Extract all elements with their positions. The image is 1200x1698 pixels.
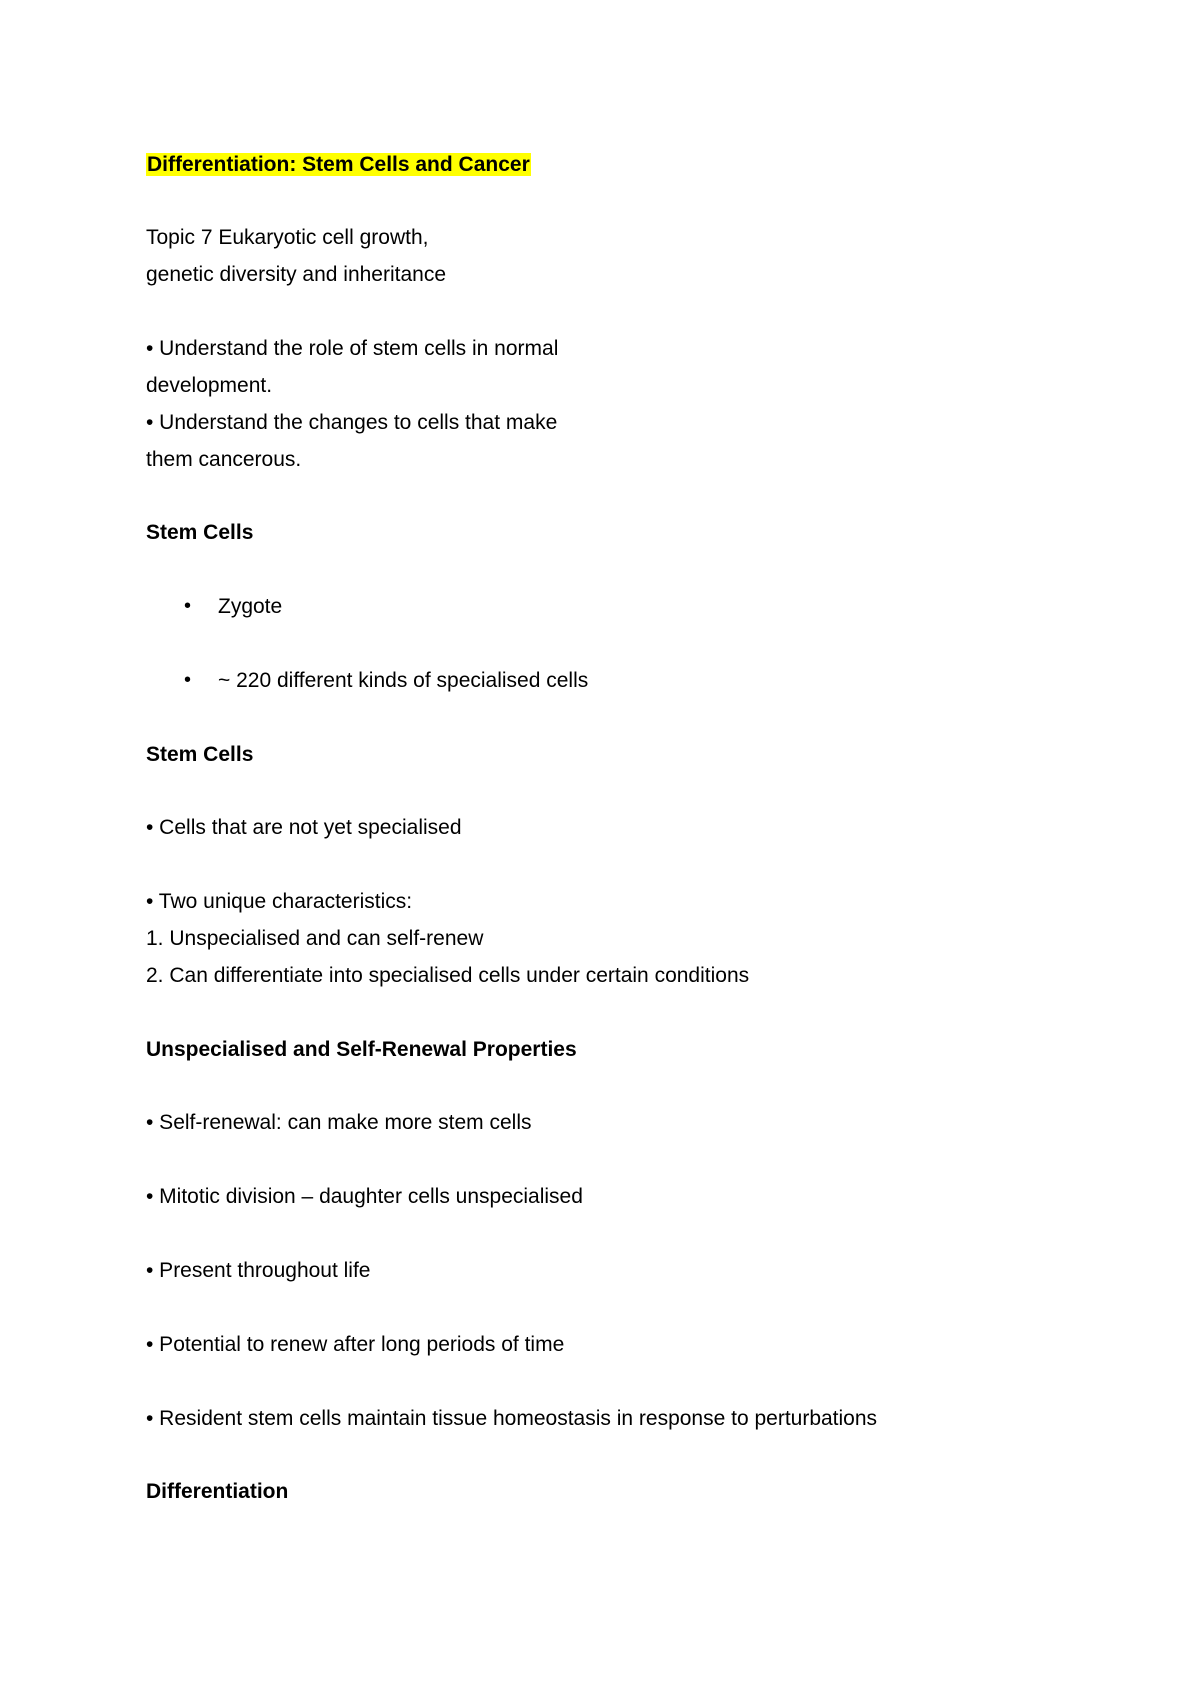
- section-heading-differentiation: Differentiation: [146, 1480, 289, 1503]
- objective-2-line-2: them cancerous.: [146, 448, 302, 471]
- bullet-dot: •: [184, 669, 192, 691]
- numbered-item-2: 2. Can differentiate into specialised cells under certain conditions: [146, 964, 750, 987]
- section-heading-self-renewal: Unspecialised and Self-Renewal Properties: [146, 1038, 577, 1061]
- point-resident-stem-cells: • Resident stem cells maintain tissue homeostasis in response to perturbations: [146, 1407, 878, 1430]
- bullet-dot: •: [184, 595, 192, 617]
- section-heading-stem-cells-2: Stem Cells: [146, 743, 254, 766]
- point-potential-to-renew: • Potential to renew after long periods of time: [146, 1333, 565, 1356]
- objective-1-line-2: development.: [146, 374, 273, 397]
- objective-1-line-1: • Understand the role of stem cells in normal: [146, 337, 559, 360]
- point-two-characteristics: • Two unique characteristics:: [146, 890, 413, 913]
- numbered-item-1: 1. Unspecialised and can self-renew: [146, 927, 484, 950]
- point-self-renewal: • Self-renewal: can make more stem cells: [146, 1111, 532, 1134]
- document-title: Differentiation: Stem Cells and Cancer: [147, 153, 530, 176]
- point-present-throughout-life: • Present throughout life: [146, 1259, 371, 1282]
- point-mitotic-division: • Mitotic division – daughter cells unspecialised: [146, 1185, 583, 1208]
- point-not-yet-specialised: • Cells that are not yet specialised: [146, 816, 462, 839]
- topic-line-1: Topic 7 Eukaryotic cell growth,: [146, 226, 429, 249]
- objective-2-line-1: • Understand the changes to cells that make: [146, 411, 558, 434]
- document-title-row: [146, 146, 531, 183]
- bullet-text-specialised-cells: ~ 220 different kinds of specialised cells: [218, 669, 589, 692]
- topic-line-2: genetic diversity and inheritance: [146, 263, 447, 286]
- section-heading-stem-cells-1: Stem Cells: [146, 521, 254, 544]
- bullet-text-zygote: Zygote: [218, 595, 283, 618]
